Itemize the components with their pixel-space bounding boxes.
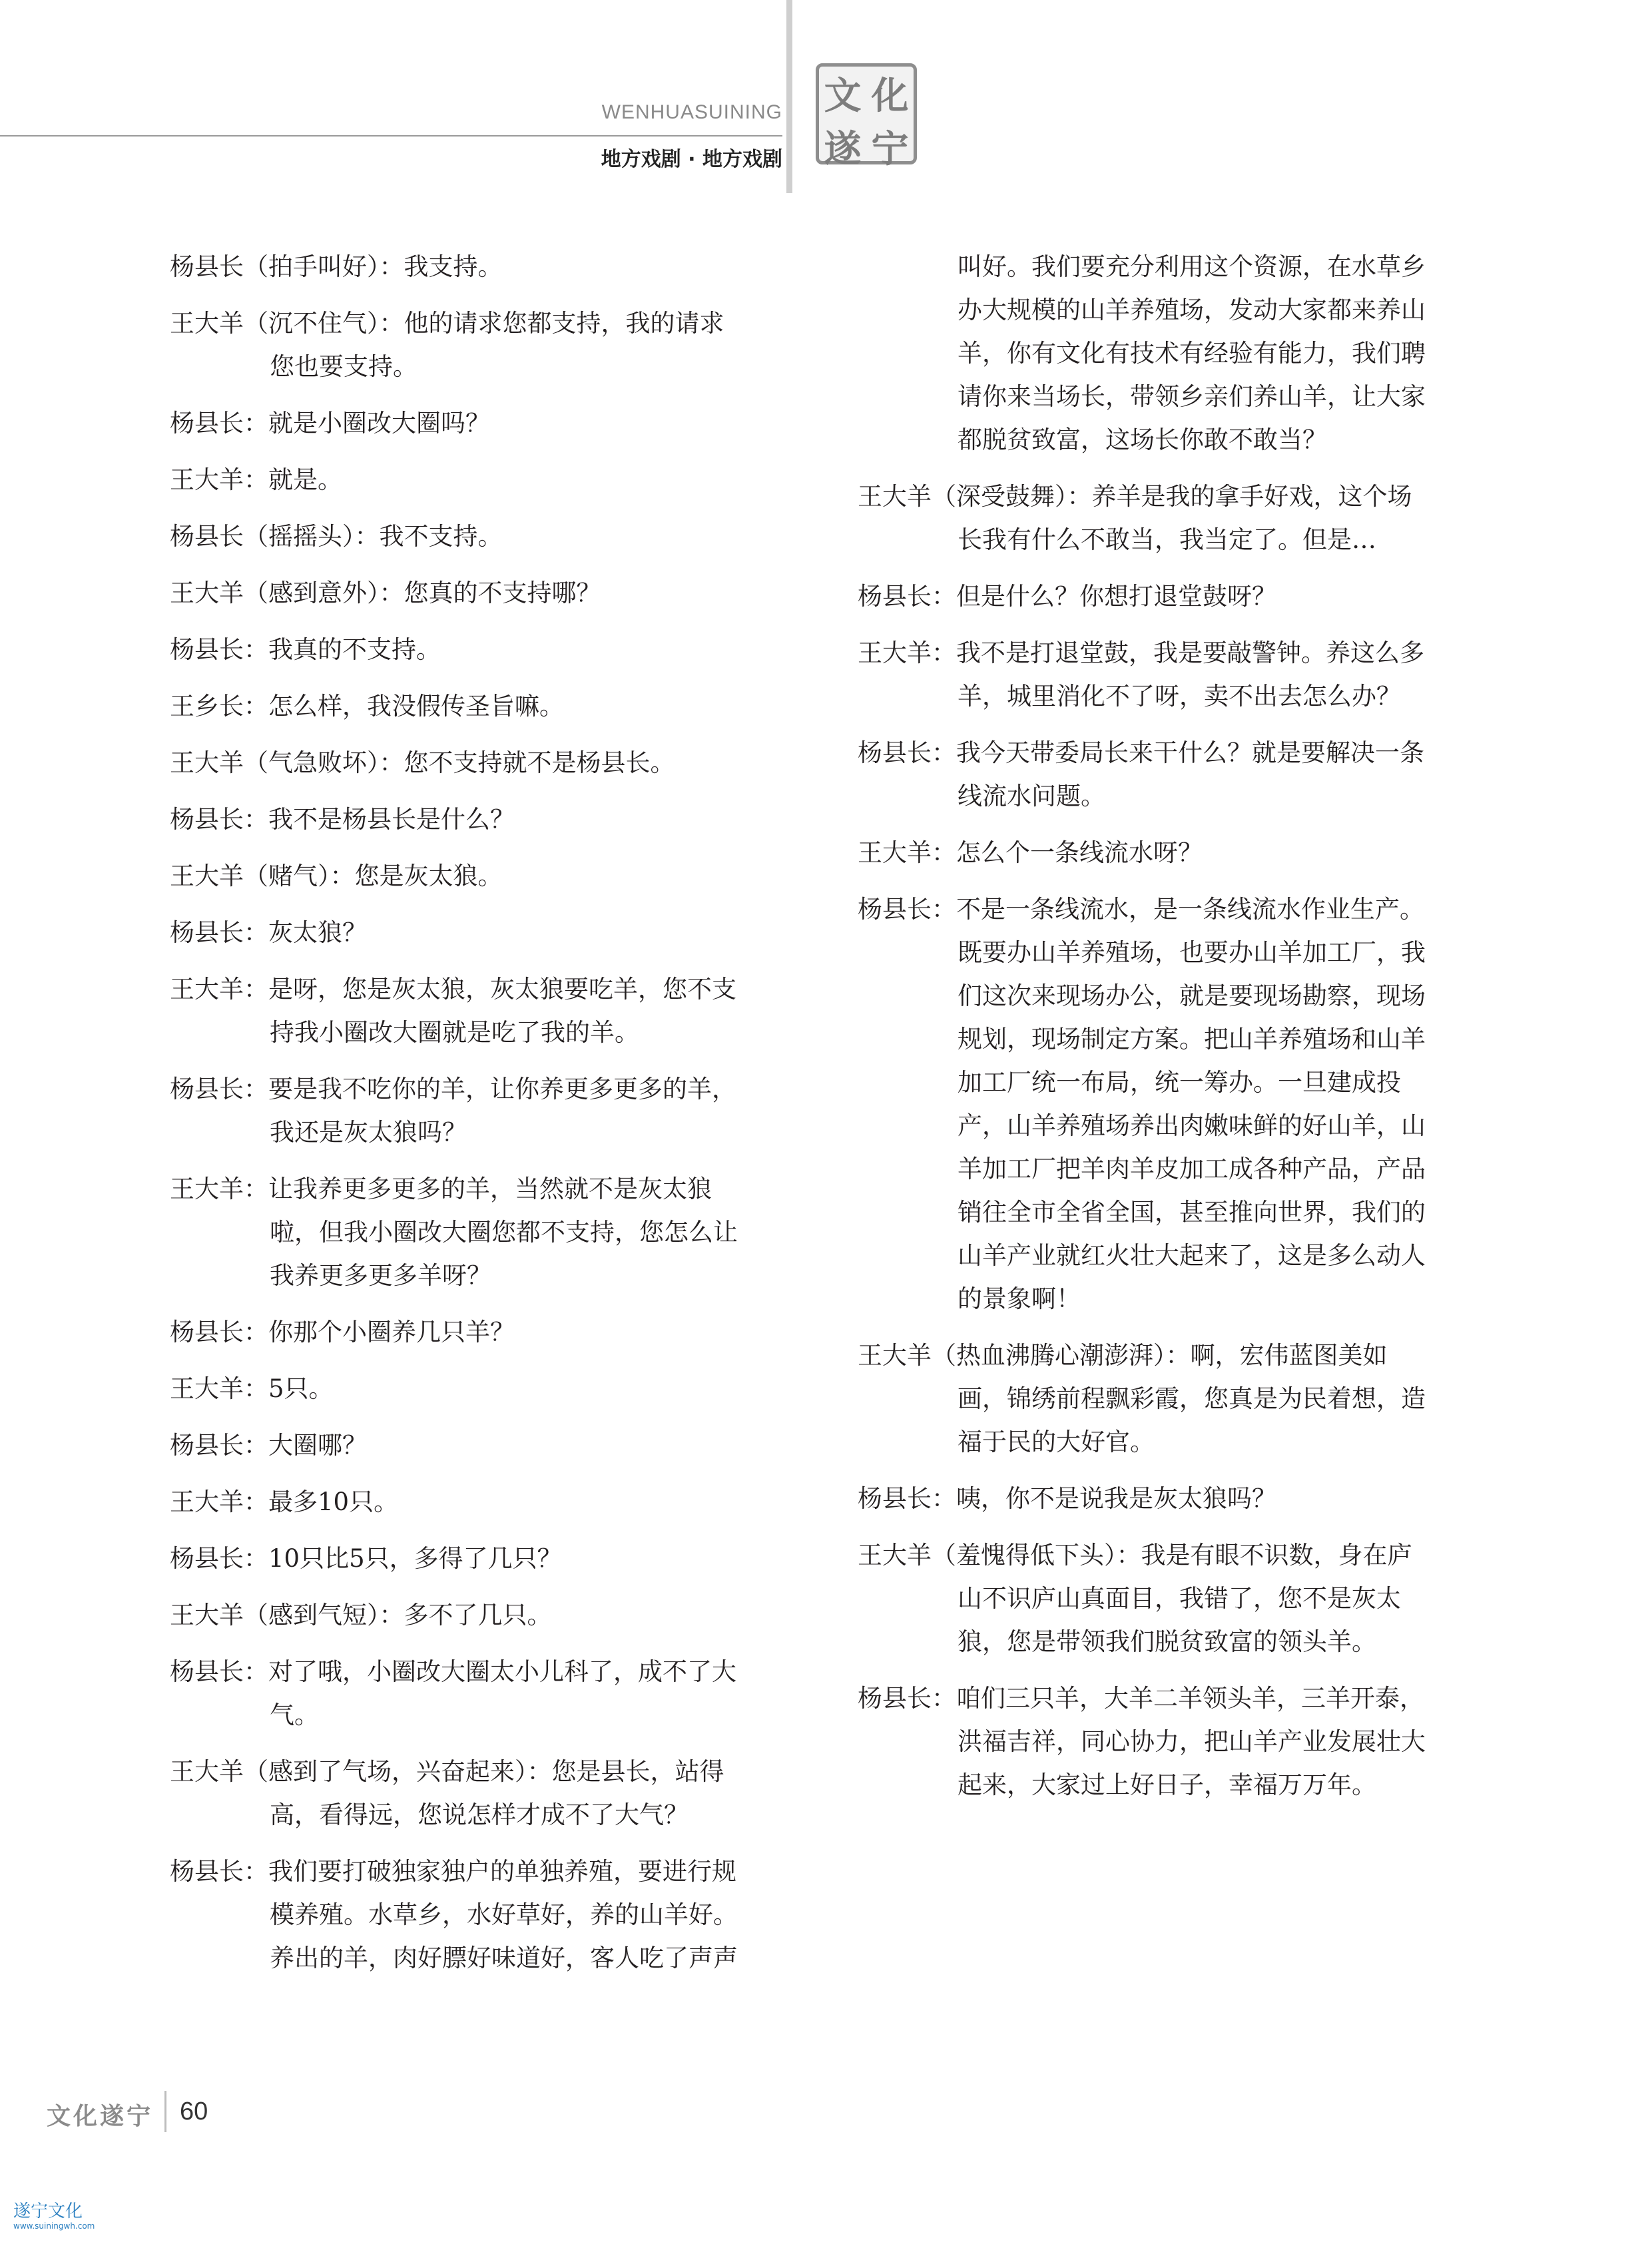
dialogue-line: 杨县长：咱们三只羊，大羊二羊领头羊，三羊开泰， [858, 1684, 1424, 1713]
watermark-logo: 遂宁文化 [13, 2201, 83, 2221]
page-number: 60 [180, 2098, 208, 2125]
dialogue-entry [170, 402, 809, 445]
dialogue-line: 洪福吉祥，同心协力，把山羊产业发展壮大 [958, 1727, 1426, 1756]
magazine-logo-seal [816, 63, 917, 171]
dialogue-line: 王大羊（赌气）：您是灰太狼。 [170, 862, 503, 890]
logo-char: 文 [824, 74, 862, 118]
dialogue-entry [858, 888, 1497, 1320]
dialogue-line: 杨县长：10只比5只，多得了几只？ [170, 1544, 562, 1573]
dialogue-line: 羊，城里消化不了呀，卖不出去怎么办？ [958, 682, 1401, 710]
dialogue-entry [170, 1750, 809, 1836]
dialogue-line: 画，锦绣前程飘彩霞，您真是为民着想，造 [958, 1384, 1426, 1413]
dialogue-line: 王大羊：是呀，您是灰太狼，灰太狼要吃羊，您不支 [170, 975, 736, 1003]
dialogue-entry [170, 854, 809, 898]
dialogue-entry [170, 1537, 809, 1580]
dialogue-line: 杨县长（摇摇头）：我不支持。 [170, 522, 503, 551]
dialogue-entry [858, 731, 1497, 818]
dialogue-entry [170, 628, 809, 671]
dialogue-line: 销往全市全省全国，甚至推向世界，我们的 [958, 1198, 1426, 1227]
dialogue-line: 请你来当场长，带领乡亲们养山羊，让大家 [958, 382, 1426, 411]
dialogue-entry [170, 515, 809, 558]
dialogue-line: 您也要支持。 [270, 352, 417, 381]
dialogue-entry [858, 575, 1497, 618]
dialogue-line: 王大羊（羞愧得低下头）：我是有眼不识数，身在庐 [858, 1541, 1412, 1569]
dialogue-line: 的景象啊！ [958, 1284, 1081, 1313]
dialogue-line: 办大规模的山羊养殖场，发动大家都来养山 [958, 296, 1426, 324]
dialogue-entry [858, 475, 1497, 561]
dialogue-entry [170, 245, 809, 288]
dialogue-line: 王大羊：就是。 [170, 465, 342, 494]
dialogue-line: 王大羊：怎么个一条线流水呀？ [858, 838, 1203, 867]
header-rule [0, 135, 782, 137]
dialogue-line: 模养殖。水草乡，水好草好，养的山羊好。 [270, 1900, 738, 1929]
dialogue-line: 们这次来现场办公，就是要现场勘察，现场 [958, 981, 1426, 1010]
dialogue-line: 王乡长：怎么样，我没假传圣旨嘛。 [170, 692, 564, 720]
dialogue-line: 羊加工厂把羊肉羊皮加工成各种产品，产品 [958, 1155, 1426, 1183]
dialogue-entry [170, 302, 809, 388]
dialogue-line: 王大羊（感到意外）：您真的不支持哪？ [170, 579, 601, 607]
dialogue-line: 杨县长：要是我不吃你的羊，让你养更多更多的羊， [170, 1075, 736, 1103]
dialogue-entry [170, 1480, 809, 1524]
logo-char: 遂 [824, 127, 862, 171]
left-text-column [170, 245, 809, 1993]
dialogue-line: 加工厂统一布局，统一筹办。一旦建成投 [958, 1068, 1401, 1097]
dialogue-line: 杨县长：灰太狼？ [170, 918, 367, 947]
dialogue-line: 王大羊（沉不住气）：他的请求您都支持，我的请求 [170, 309, 724, 338]
dialogue-entry [170, 1067, 809, 1154]
dialogue-line: 杨县长：我真的不支持。 [170, 635, 441, 664]
dialogue-entry [858, 1677, 1497, 1807]
dialogue-line: 都脱贫致富，这场长你敢不敢当？ [958, 425, 1327, 454]
dialogue-entry [170, 798, 809, 841]
dialogue-line: 王大羊（深受鼓舞）：养羊是我的拿手好戏，这个场 [858, 482, 1412, 511]
dialogue-line: 杨县长：就是小圈改大圈吗？ [170, 409, 490, 437]
header-section-title: 地方戏剧 · 地方戏剧 [601, 148, 782, 171]
dialogue-entry [858, 631, 1497, 718]
dialogue-line: 规划，现场制定方案。把山羊养殖场和山羊 [958, 1025, 1426, 1053]
dialogue-entry [858, 831, 1497, 874]
right-text-column [858, 245, 1497, 1820]
dialogue-entry [170, 741, 809, 784]
dialogue-line: 持我小圈改大圈就是吃了我的羊。 [270, 1018, 639, 1047]
dialogue-line: 羊，你有文化有技术有经验有能力，我们聘 [958, 339, 1426, 368]
dialogue-entry [858, 1477, 1497, 1520]
dialogue-line: 线流水问题。 [958, 782, 1105, 810]
dialogue-line: 啦，但我小圈改大圈您都不支持，您怎么让 [270, 1218, 738, 1247]
dialogue-entry [170, 1310, 809, 1354]
dialogue-line: 杨县长：我们要打破独家独户的单独养殖，要进行规 [170, 1857, 736, 1886]
dialogue-line: 山不识庐山真面目，我错了，您不是灰太 [958, 1584, 1401, 1613]
dialogue-entry [858, 1334, 1497, 1464]
dialogue-line: 长我有什么不敢当，我当定了。但是… [958, 525, 1376, 554]
dialogue-entry [170, 1367, 809, 1410]
dialogue-entry [858, 245, 1497, 461]
dialogue-line: 养出的羊，肉好膘好味道好，客人吃了声声 [270, 1944, 738, 1972]
dialogue-line: 杨县长：咦，你不是说我是灰太狼吗？ [858, 1484, 1276, 1513]
dialogue-line: 既要办山羊养殖场，也要办山羊加工厂，我 [958, 938, 1426, 967]
dialogue-line: 王大羊（气急败坏）：您不支持就不是杨县长。 [170, 748, 675, 777]
footer-separator [164, 2091, 166, 2132]
dialogue-entry [170, 1167, 809, 1297]
dialogue-line: 杨县长：大圈哪？ [170, 1431, 367, 1460]
dialogue-entry [170, 685, 809, 728]
dialogue-line: 杨县长：对了哦，小圈改大圈太小儿科了，成不了大 [170, 1657, 736, 1686]
dialogue-line: 气。 [270, 1701, 319, 1729]
dialogue-line: 狼，您是带领我们脱贫致富的领头羊。 [958, 1627, 1376, 1656]
dialogue-line: 杨县长：你那个小圈养几只羊？ [170, 1318, 515, 1346]
dialogue-entry [170, 968, 809, 1054]
header-english-title: WENHUASUINING [601, 101, 782, 123]
dialogue-entry [858, 1534, 1497, 1663]
dialogue-entry [170, 458, 809, 501]
watermark-url: www.suiningwh.com [13, 2221, 95, 2231]
footer-magazine-name: 文化遂宁 [47, 2102, 154, 2130]
dialogue-entry [170, 1850, 809, 1980]
dialogue-entry [170, 1424, 809, 1467]
dialogue-line: 杨县长：但是什么？你想打退堂鼓呀？ [858, 582, 1276, 611]
dialogue-entry [170, 911, 809, 954]
dialogue-entry [170, 1593, 809, 1637]
dialogue-line: 产，山羊养殖场养出肉嫩味鲜的好山羊，山 [958, 1111, 1426, 1140]
dialogue-line: 王大羊（感到了气场，兴奋起来）：您是县长，站得 [170, 1757, 724, 1786]
dialogue-line: 杨县长：我不是杨县长是什么？ [170, 805, 515, 834]
dialogue-line: 我还是灰太狼吗？ [270, 1118, 467, 1147]
dialogue-line: 杨县长：不是一条线流水，是一条线流水作业生产。 [858, 895, 1424, 924]
dialogue-line: 王大羊（感到气短）：多不了几只。 [170, 1601, 552, 1629]
dialogue-line: 杨县长（拍手叫好）：我支持。 [170, 252, 503, 281]
dialogue-line: 王大羊：5只。 [170, 1374, 334, 1403]
dialogue-line: 高，看得远，您说怎样才成不了大气？ [270, 1801, 688, 1829]
dialogue-line: 王大羊：我不是打退堂鼓，我是要敲警钟。养这么多 [858, 639, 1424, 667]
dialogue-line: 我养更多更多羊呀？ [270, 1261, 491, 1290]
dialogue-line: 叫好。我们要充分利用这个资源，在水草乡 [958, 252, 1426, 281]
dialogue-line: 福于民的大好官。 [958, 1428, 1155, 1456]
dialogue-line: 王大羊（热血沸腾心潮澎湃）：啊，宏伟蓝图美如 [858, 1341, 1388, 1370]
dialogue-line: 起来，大家过上好日子，幸福万万年。 [958, 1771, 1376, 1799]
dialogue-entry [170, 571, 809, 615]
dialogue-line: 山羊产业就红火壮大起来了，这是多么动人 [958, 1241, 1426, 1270]
dialogue-entry [170, 1650, 809, 1737]
logo-char: 化 [871, 74, 909, 118]
logo-char: 宁 [871, 127, 909, 171]
dialogue-line: 杨县长：我今天带委局长来干什么？就是要解决一条 [858, 738, 1424, 767]
dialogue-line: 王大羊：最多10只。 [170, 1488, 399, 1516]
header-divider [786, 0, 792, 193]
dialogue-line: 王大羊：让我养更多更多的羊，当然就不是灰太狼 [170, 1175, 712, 1203]
